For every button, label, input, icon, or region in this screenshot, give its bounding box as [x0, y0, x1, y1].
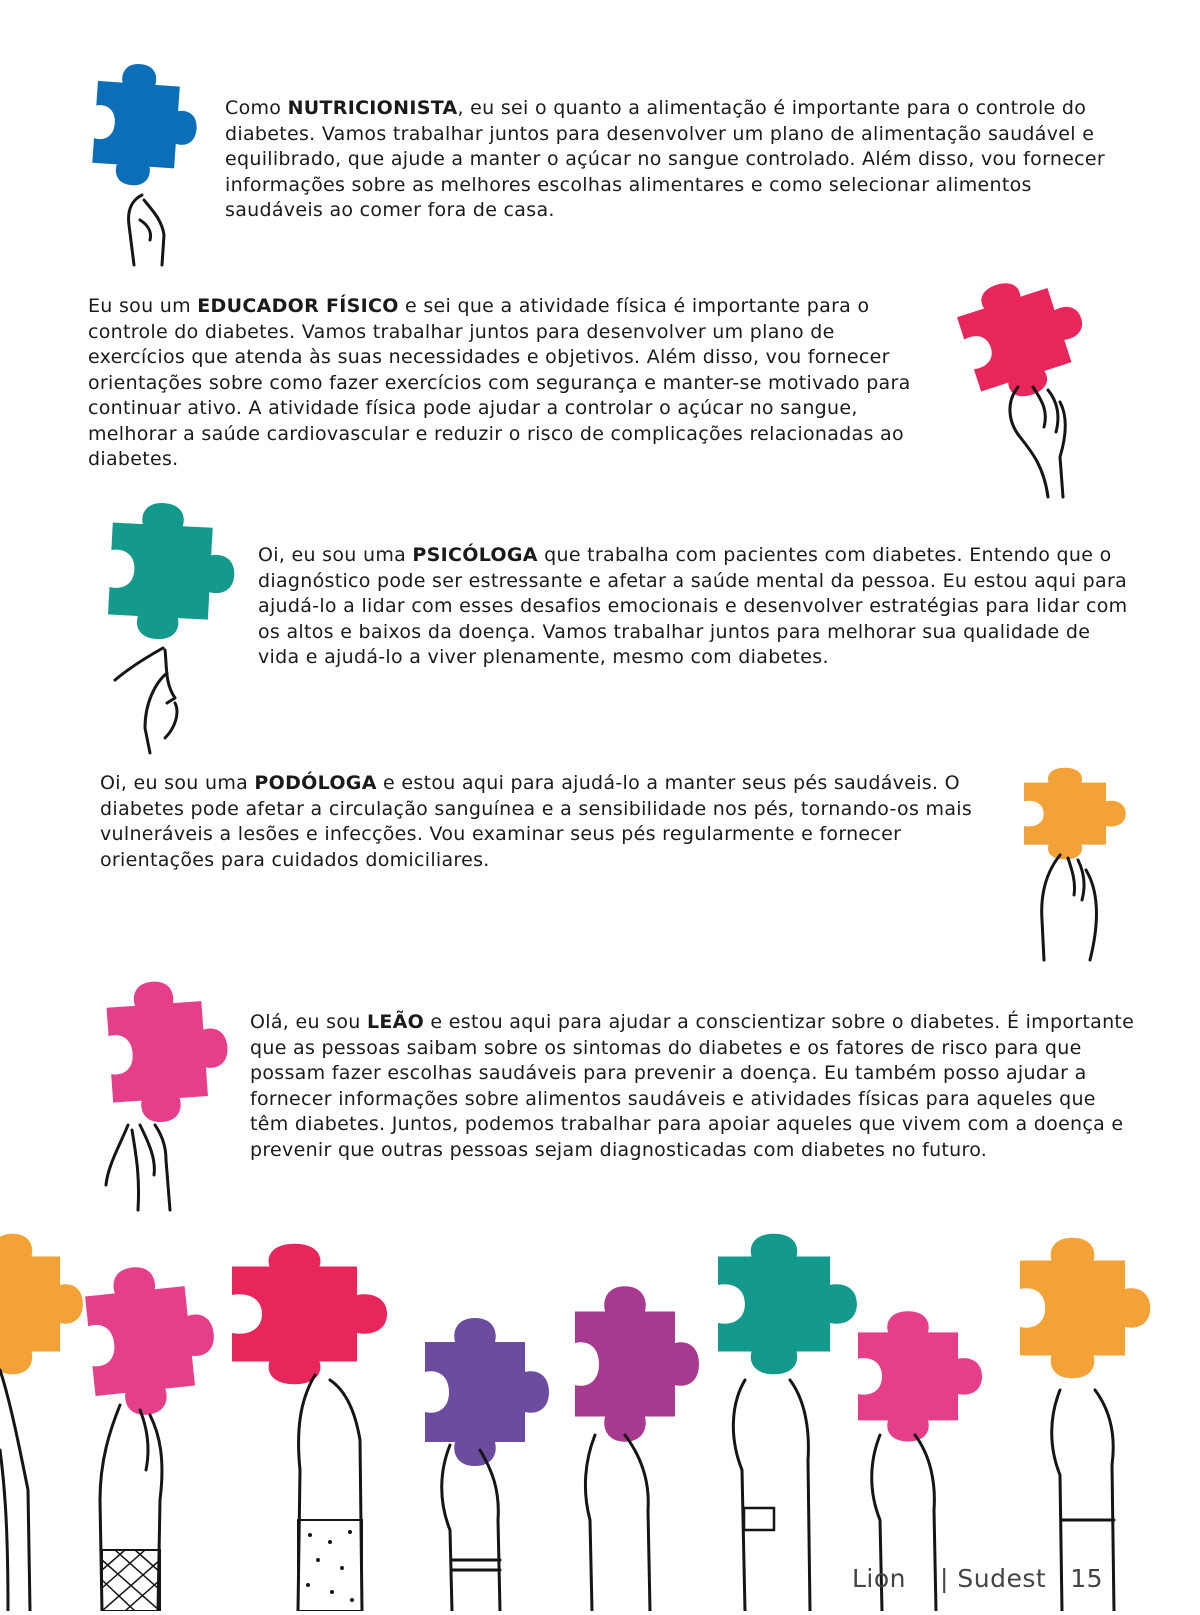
- paragraph-psicologa: Oi, eu sou uma PSICÓLOGA que trabalha com pacientes com diabetes. Entendo que o diagnóstico pode ser estressante e afetar a saúde mental da pessoa. Eu estou aqui para ajudá-lo a lidar com esses desafios emocionais e desenvolver estratégias para lidar com os altos e baixos da doença. Vamos trabalhar juntos para melhorar sua qualidade de vida e ajudá-lo a viver plenamente, mesmo com diabetes.: [258, 544, 1128, 668]
- role-psicologa: PSICÓLOGA: [412, 544, 538, 566]
- role-nutricionista: NUTRICIONISTA: [287, 97, 458, 119]
- page-number: 15: [1070, 1564, 1103, 1593]
- teal-puzzle-illustration: [105, 498, 245, 758]
- puzzle-piece-icon: [575, 1286, 699, 1441]
- page-footer: [852, 1564, 1103, 1593]
- puzzle-piece-icon: [0, 1234, 83, 1375]
- puzzle-piece-icon: [425, 1318, 549, 1466]
- role-podologa: PODÓLOGA: [254, 772, 377, 794]
- role-educador-fisico: EDUCADOR FÍSICO: [197, 295, 399, 317]
- role-leao: LEÃO: [366, 1011, 425, 1033]
- puzzle-piece-icon: [951, 263, 1099, 409]
- orange-puzzle-illustration: [1020, 760, 1145, 965]
- blue-puzzle-illustration: [82, 60, 202, 270]
- paragraph-leao: Olá, eu sou LEÃO e estou aqui para ajudar a conscientizar sobre o diabetes. É importante que as pessoas saibam sobre os sintomas do diabetes e os fatores de risco para que possam fazer escolhas saudáveis para prevenir a doença. Eu também posso ajudar a fornecer informações sobre alimentos saudáveis e atividades físicas para aqueles que têm diabetes. Juntos, podemos trabalhar para apoiar aqueles que vivem com a doença e prevenir que outras pessoas sejam diagnosticadas com diabetes no futuro.: [250, 1011, 1135, 1161]
- puzzle-piece-icon: [105, 977, 232, 1125]
- bottom-puzzle-hands-illustration: [0, 1220, 1200, 1611]
- footer-magazine-left: Lion: [852, 1564, 907, 1593]
- puzzle-piece-icon: [91, 61, 201, 189]
- puzzle-piece-icon: [83, 1260, 222, 1420]
- puzzle-piece-icon: [1024, 768, 1126, 860]
- paragraph-podologa: Oi, eu sou uma PODÓLOGA e estou aqui para ajudá-lo a manter seus pés saudáveis. O diabetes pode afetar a circulação sanguínea e a sensibilidade nos pés, tornando-os mais vulneráveis a lesões e infecções. Vou examinar seus pés regularmente e fornecer orientações para cuidados domiciliares.: [100, 772, 973, 871]
- puzzle-piece-icon: [232, 1244, 387, 1385]
- paragraph-nutricionista: Como NUTRICIONISTA, eu sei o quanto a alimentação é importante para o controle do diabetes. Vamos trabalhar juntos para desenvolver um plano de alimentação saudável e equilibrado, que ajude a manter o açúcar no sangue controlado. Além disso, vou fornecer informações sobre as melhores escolhas alimentares e como selecionar alimentos saudáveis ao comer fora de casa.: [225, 97, 1106, 221]
- red-puzzle-illustration: [948, 262, 1138, 502]
- puzzle-piece-icon: [107, 500, 238, 642]
- paragraph-educador-fisico: Eu sou um EDUCADOR FÍSICO e sei que a atividade física é importante para o controle do diabetes. Vamos trabalhar juntos para desenvolver um plano de exercícios que atenda às suas necessidades e objetivos. Além disso, vou fornecer orientações sobre como fazer exercícios com segurança e manter-se motivado para continuar ativo. A atividade física pode ajudar a controlar o açúcar no sangue, melhorar a saúde cardiovascular e reduzir o risco de complicações relacionadas ao diabetes.: [88, 295, 911, 470]
- puzzle-piece-icon: [718, 1234, 857, 1375]
- pink-puzzle-illustration: [100, 975, 240, 1215]
- puzzle-piece-icon: [858, 1311, 982, 1441]
- footer-magazine-right: | Sudest: [940, 1564, 1047, 1593]
- puzzle-piece-icon: [1020, 1238, 1150, 1379]
